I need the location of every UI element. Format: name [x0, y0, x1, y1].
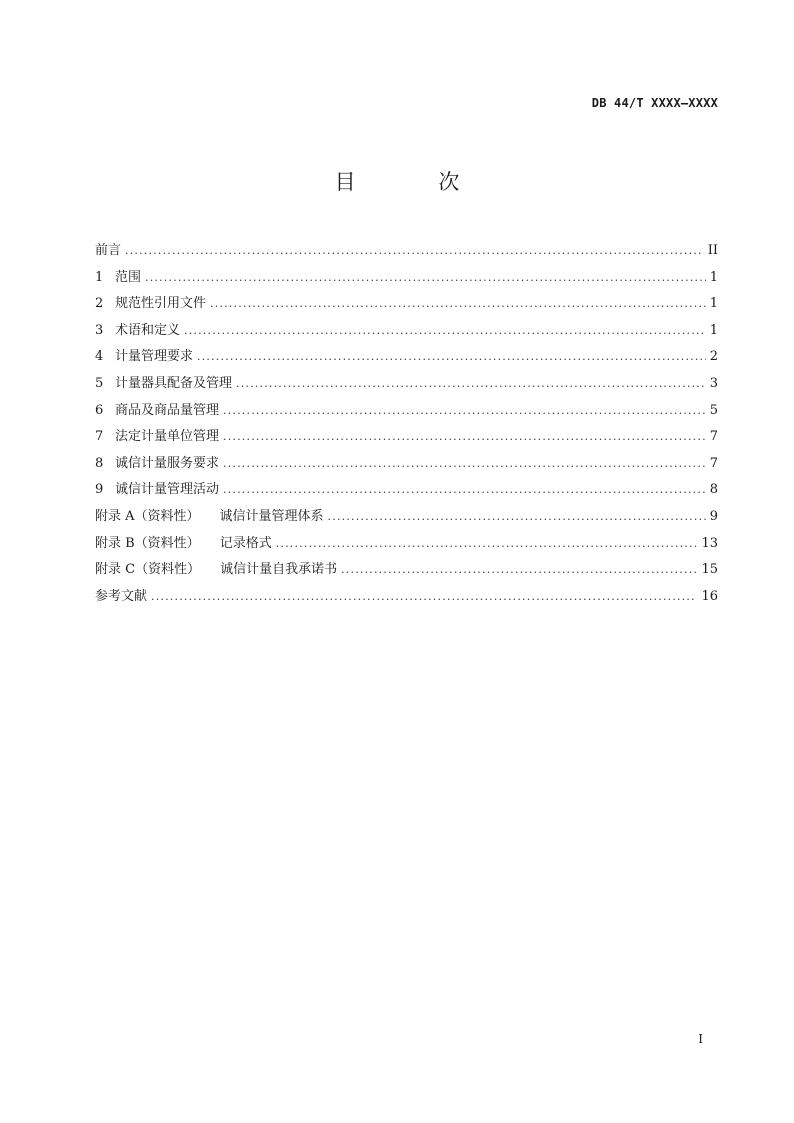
table-of-contents: [95, 238, 718, 610]
toc-leader-dots: [151, 584, 697, 611]
toc-item-label: 诚信计量服务要求: [115, 455, 220, 471]
toc-item-label: 规范性引用文件: [115, 296, 207, 312]
toc-item-label: 诚信计量管理体系: [219, 508, 324, 524]
toc-item-page: 8: [709, 482, 718, 498]
toc-item-5[interactable]: [95, 371, 718, 398]
toc-item-6[interactable]: [95, 398, 718, 425]
toc-item-label: 商品及商品量管理: [115, 402, 220, 418]
toc-item-9[interactable]: [95, 477, 718, 504]
toc-item-label: 法定计量单位管理: [115, 429, 220, 445]
toc-item-foreword[interactable]: [95, 238, 718, 265]
toc-leader-dots: [223, 398, 706, 425]
toc-item-label: 范围: [115, 269, 142, 285]
toc-item-4[interactable]: [95, 344, 718, 371]
toc-item-number: 9: [95, 482, 104, 498]
toc-item-1[interactable]: [95, 265, 718, 292]
toc-item-appendix-b[interactable]: [95, 531, 718, 558]
toc-item-number: 7: [95, 429, 104, 445]
toc-appendix-tag: 附录 A（资料性）: [95, 508, 200, 524]
toc-item-8[interactable]: [95, 451, 718, 478]
toc-item-number: 2: [95, 296, 104, 312]
toc-leader-dots: [145, 265, 706, 292]
toc-leader-dots: [341, 557, 697, 584]
toc-item-page: 3: [709, 375, 718, 391]
toc-item-label: 前言: [95, 243, 122, 258]
toc-item-3[interactable]: [95, 318, 718, 345]
toc-item-page: 9: [709, 508, 718, 524]
toc-item-label: 计量器具配备及管理: [115, 375, 233, 391]
toc-leader-dots: [223, 451, 706, 478]
toc-item-page: 13: [701, 535, 718, 551]
toc-appendix-tag: 附录 C（资料性）: [95, 562, 201, 578]
toc-item-7[interactable]: [95, 424, 718, 451]
toc-item-2[interactable]: [95, 291, 718, 318]
toc-leader-dots: [210, 291, 706, 318]
toc-item-label: 诚信计量自我承诺书: [220, 562, 338, 578]
toc-item-page: 2: [709, 349, 718, 365]
toc-item-page: 1: [709, 322, 718, 338]
toc-leader-dots: [184, 318, 706, 345]
toc-item-number: 1: [95, 269, 104, 285]
standard-code: DB 44/T XXXX—XXXX: [591, 96, 718, 110]
toc-item-page: 7: [709, 429, 718, 445]
toc-item-page: 1: [709, 296, 718, 312]
toc-item-page: 15: [701, 562, 718, 578]
page-title: 目 次: [334, 170, 498, 194]
toc-item-number: 6: [95, 402, 104, 418]
toc-item-label: 术语和定义: [115, 322, 181, 338]
toc-leader-dots: [276, 531, 698, 558]
toc-leader-dots: [223, 424, 706, 451]
toc-leader-dots: [328, 504, 706, 531]
toc-item-appendix-c[interactable]: [95, 557, 718, 584]
toc-item-page: 16: [701, 588, 718, 604]
toc-item-label: 记录格式: [219, 535, 272, 551]
toc-item-appendix-a[interactable]: [95, 504, 718, 531]
toc-item-label: 诚信计量管理活动: [115, 482, 220, 498]
toc-item-label: 参考文献: [95, 588, 148, 604]
toc-leader-dots: [223, 477, 706, 504]
toc-item-number: 8: [95, 455, 104, 471]
toc-item-page: 7: [709, 455, 718, 471]
toc-appendix-tag: 附录 B（资料性）: [95, 535, 200, 551]
toc-item-page: 5: [709, 402, 718, 418]
toc-item-label: 计量管理要求: [115, 349, 194, 365]
toc-item-references[interactable]: [95, 584, 718, 611]
toc-leader-dots: [236, 371, 706, 398]
toc-item-number: 5: [95, 375, 104, 391]
toc-item-page: II: [707, 243, 718, 258]
toc-leader-dots: [125, 238, 704, 265]
toc-item-page: 1: [709, 269, 718, 285]
toc-item-number: 3: [95, 322, 104, 338]
page-number: I: [698, 1032, 703, 1046]
toc-item-number: 4: [95, 349, 104, 365]
toc-leader-dots: [197, 344, 706, 371]
